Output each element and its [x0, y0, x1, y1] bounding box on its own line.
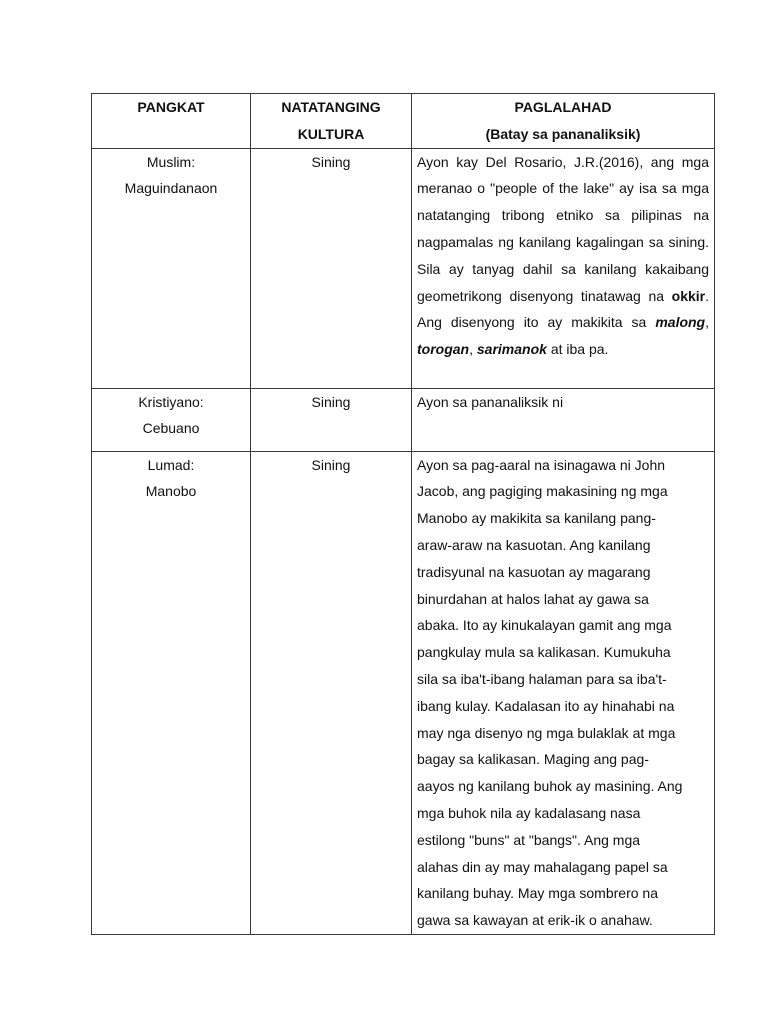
header-paglalahad — [412, 94, 715, 149]
desc-line: Jacob, ang pagiging makasining ng mga — [417, 483, 668, 500]
desc-line: binurdahan at halos lahat ay gawa sa — [417, 590, 649, 607]
desc-line: bagay sa kalikasan. Maging ang pag- — [417, 751, 649, 768]
desc-line: aayos ng kanilang buhok ay masining. Ang — [417, 778, 683, 795]
desc-line: tradisyunal na kasuotan ay magarang — [417, 563, 651, 580]
desc-line: araw-araw na kasuotan. Ang kanilang — [417, 536, 651, 553]
header-paglalahad-line1: PAGLALAHAD — [514, 99, 612, 115]
header-kultura-line2: KULTURA — [297, 125, 365, 142]
desc-separator: , — [705, 314, 709, 331]
desc-line: estilong "buns" at "bangs". Ang mga — [417, 831, 641, 848]
desc-line: Manobo ay makikita sa kanilang pang- — [417, 510, 656, 527]
desc-line: mga buhok nila ay kadalasang nasa — [417, 804, 641, 821]
table-row — [92, 451, 715, 934]
desc-bold-term: okkir — [671, 287, 706, 304]
table-row — [92, 388, 715, 451]
group-line1: Kristiyano: — [138, 393, 204, 410]
group-cell — [92, 388, 251, 451]
desc-text: Ayon kay Del Rosario, J.R.(2016), ang mga meranao o "people of the lake" ay isa sa mga natatanging tribong etniko sa pilipinas na nagpamalas ng kanilang kagalingan sa sining. Sila ay tanyag dahil sa kanilang kakaibang geometrikong disenyong tinatawag na — [417, 153, 709, 304]
group-line2: Cebuano — [142, 420, 200, 437]
description-cell — [412, 451, 715, 934]
header-pangkat — [92, 94, 251, 149]
desc-separator: , — [469, 341, 477, 358]
table-header-row — [92, 94, 715, 149]
header-pangkat-label: PANGKAT — [137, 99, 205, 115]
culture-cell: Sining — [251, 451, 412, 934]
group-line2: Maguindanaon — [124, 180, 218, 197]
header-kultura — [251, 94, 412, 149]
desc-line: ibang kulay. Kadalasan ito ay hinahabi na — [417, 697, 675, 714]
group-line1: Lumad: — [147, 456, 195, 473]
culture-cell: Sining — [251, 388, 412, 451]
culture-cell: Sining — [251, 148, 412, 388]
desc-line: sila sa iba't-ibang halaman para sa iba't- — [417, 670, 667, 687]
description-cell — [412, 148, 715, 388]
group-line2: Manobo — [145, 483, 197, 500]
desc-text: . Ang disenyong ito ay makikita sa — [417, 287, 709, 331]
desc-text: at iba pa. — [546, 341, 609, 358]
header-kultura-line1: NATATANGING — [281, 99, 381, 115]
research-table — [91, 93, 715, 935]
desc-line: gawa sa kawayan at erik-ik o anahaw. — [417, 912, 653, 929]
desc-line: kanilang buhay. May mga sombrero na — [417, 885, 658, 902]
desc-line: pangkulay mula sa kalikasan. Kumukuha — [417, 644, 671, 661]
group-cell — [92, 451, 251, 934]
table-row — [92, 148, 715, 388]
group-line1: Muslim: — [146, 153, 196, 170]
group-cell — [92, 148, 251, 388]
desc-term-sarimanok: sarimanok — [476, 341, 547, 358]
desc-term-malong: malong — [655, 314, 706, 331]
desc-term-torogan: torogan — [417, 341, 470, 358]
desc-line: alahas din ay may mahalagang papel sa — [417, 858, 668, 875]
desc-line: abaka. Ito ay kinukalayan gamit ang mga — [417, 617, 672, 634]
header-paglalahad-line2: (Batay sa pananaliksik) — [485, 125, 641, 142]
desc-line: Ayon sa pag-aaral na isinagawa ni John — [417, 456, 666, 473]
desc-line: may nga disenyo ng mga bulaklak at mga — [417, 724, 676, 741]
description-cell: Ayon sa pananaliksik ni — [412, 388, 715, 451]
